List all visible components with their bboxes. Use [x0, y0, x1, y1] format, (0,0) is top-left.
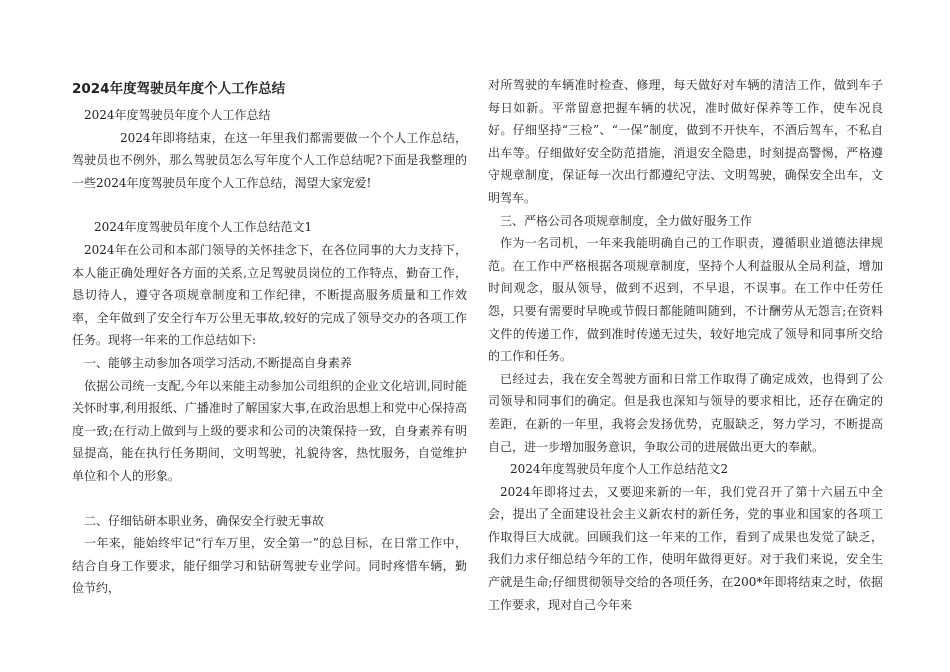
paragraph: 对所驾驶的车辆准时检查、修理，每天做好对车辆的清洁工作，做到车子每日如新。平常留意把握车辆的状况，准时做好保养等工作，使车况良好。仔细坚持“三检”、“一保”制度，做到不开快车，不酒后驾车，不私自出车等。仔细做好安全防范措施，消退安全隐患，时刻提高警惕，严格遵守规章制度，保证每一次出行都遵纪守法、文明驾驶，确保安全出车，文明驾车。 — [488, 78, 883, 205]
left-column — [72, 78, 467, 600]
sample1-title: 2024年度驾驶员年度个人工作总结范文1 — [94, 220, 313, 235]
paragraph: 依据公司统一支配,今年以来能主动参加公司组织的企业文化培训,同时能关怀时事,利用报纸、广播准时了解国家大事,在政治思想上和党中心保持高度一致;在行动上做到与上级的要求和公司的决策保持一致，自身素养有明显提高，能在执行任务期间，文明驾驶，礼貌待客，热忱服务，自觉维护单位和个人的形象。 — [72, 378, 467, 483]
section-heading: 二、仔细钻研本职业务，确保安全行驶无事故 — [84, 513, 325, 528]
document-title: 2024年度驾驶员年度个人工作总结 — [72, 81, 286, 97]
paragraph: 作为一名司机，一年来我能明确自己的工作职责，遵循职业道德法律规范。在工作中严格根据各项规章制度，坚持个人利益服从全局利益，增加时间观念，服从领导，做到不迟到，不早退，不误事。在工作中任劳任怨，只要有需要时早晚或节假日都能随叫随到，不计酬劳从无怨言;在资料文件的传递工作，做到准时传递无过失，较好地完成了领导和同事所交给的工作和任务。 — [488, 236, 883, 364]
sample2-title: 2024年度驾驶员年度个人工作总结范文2 — [510, 462, 729, 477]
paragraph: 2024年在公司和本部门领导的关怀挂念下，在各位同事的大力支持下，本人能正确处理好各方面的关系,立足驾驶员岗位的工作特点，勤奋工作，恳切待人，遵守各项规章制度和工作纪律，不断提高服务质量和工作效率，全年做到了安全行车万公里无事故,较好的完成了领导交办的各项工作任务。现将一年来的工作总结如下: — [72, 242, 467, 348]
paragraph: 已经过去，我在安全驾驶方面和日常工作取得了确定成效，也得到了公司领导和同事们的确定。但是我也深知与领导的要求相比，还存在确定的差距，在新的一年里，我将会发扬优势，克服缺乏，努力学习，不断提高自己，进一步增加服务意识，争取公司的进展做出更大的奉献。 — [488, 371, 883, 454]
spacer — [72, 488, 467, 510]
intro-paragraph: 2024年即将结束，在这一年里我们都需要做一个个人工作总结，驾驶员也不例外，那么驾驶员怎么写年度个人工作总结呢?下面是我整理的一些2024年度驾驶员年度个人工作总结，渴望大家宠爱! — [72, 130, 467, 190]
spacer — [72, 194, 467, 216]
section-heading: 一、能够主动参加各项学习活动,不断提高自身素养 — [84, 355, 352, 370]
paragraph: 2024年即将过去，又要迎来新的一年，我们党召开了第十六届五中全会，提出了全面建设社会主义新农村的新任务，党的事业和国家的各项工作取得巨大成就。回顾我们这一年来的工作，看到了成果也发觉了缺乏，我们力求仔细总结今年的工作，使明年做得更好。对于我们来说，安全生产就是生命;仔细贯彻领导交给的各项任务，在200*年即将结束之时，依据工作要求，现对自己今年来 — [488, 484, 883, 612]
section-heading: 三、严格公司各项规章制度，全力做好服务工作 — [500, 213, 753, 228]
document-subtitle: 2024年度驾驶员年度个人工作总结 — [84, 108, 271, 122]
right-column — [488, 74, 883, 616]
paragraph: 一年来，能始终牢记“行车万里，安全第一”的总目标，在日常工作中，结合自身工作要求，能仔细学习和钻研驾驶专业学问。同时疼惜车辆，勤俭节约， — [72, 536, 467, 596]
